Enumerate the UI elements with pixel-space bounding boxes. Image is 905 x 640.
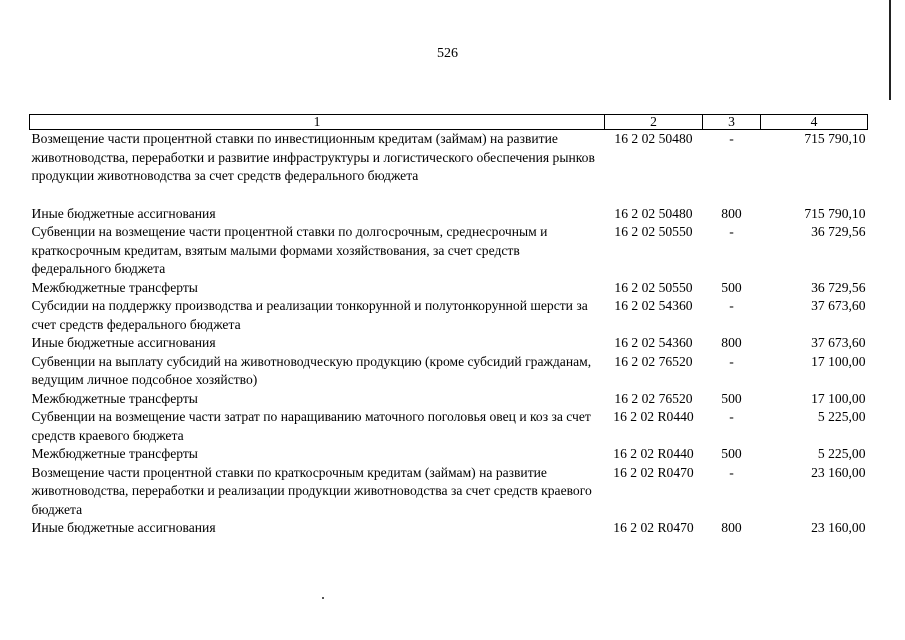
header-col-4: 4 <box>761 115 868 130</box>
row-name: Иные бюджетные ассигнования <box>31 520 216 535</box>
row-name: Иные бюджетные ассигнования <box>31 205 216 221</box>
row-name: Возмещение части процентной ставки по инвестиционным кредитам (займам) на развитие животноводства, переработки и развитие инфраструктуры и логистического обеспечения рынков продукции животноводства за счет средств федерального бюджета <box>31 131 595 183</box>
row-code: 16 2 02 76520 <box>614 353 693 369</box>
row-kind: 500 <box>721 279 742 295</box>
row-amount: 17 100,00 <box>811 390 866 406</box>
row-code: 16 2 02 R0470 <box>613 464 694 480</box>
row-code: 16 2 02 50480 <box>614 131 693 146</box>
row-kind: - <box>729 298 734 313</box>
row-code: 16 2 02 76520 <box>614 390 693 406</box>
row-code: 16 2 02 R0440 <box>613 446 694 461</box>
row-amount: 23 160,00 <box>811 520 866 535</box>
table-row <box>30 279 868 298</box>
row-amount: 37 673,60 <box>811 335 866 350</box>
row-amount: 37 673,60 <box>811 298 866 313</box>
row-amount: 17 100,00 <box>811 353 866 369</box>
row-kind: 500 <box>721 446 742 461</box>
row-amount: 715 790,10 <box>804 205 866 221</box>
row-name: Субвенции на возмещение части процентной ставки по долгосрочным, среднесрочным и краткосрочным кредитам, взятым малыми формами хозяйствования, за счет средств федерального бюджета <box>31 224 548 276</box>
row-kind: - <box>729 409 734 424</box>
table-row <box>30 205 868 224</box>
table-row <box>30 390 868 409</box>
row-code: 16 2 02 54360 <box>614 298 693 313</box>
row-name: Субсидии на поддержку производства и реализации тонкорунной и полутонкорунной шерсти за счет средств федерального бюджета <box>31 298 588 332</box>
table-row <box>30 408 868 445</box>
budget-table <box>29 114 868 538</box>
row-kind: 800 <box>721 335 742 350</box>
row-amount: 23 160,00 <box>811 464 866 480</box>
row-kind: - <box>729 131 734 146</box>
scan-speck <box>322 597 324 599</box>
table-header-row <box>30 115 868 130</box>
row-code: 16 2 02 54360 <box>614 335 693 350</box>
table-row <box>30 464 868 520</box>
row-name: Иные бюджетные ассигнования <box>31 335 216 350</box>
row-name: Межбюджетные трансферты <box>31 279 198 295</box>
header-col-2: 2 <box>605 115 703 130</box>
row-kind: - <box>729 353 734 369</box>
row-code: 16 2 02 50550 <box>614 279 693 295</box>
header-col-3: 3 <box>703 115 761 130</box>
table-row <box>30 223 868 279</box>
table-row <box>30 445 868 464</box>
row-code: 16 2 02 R0470 <box>613 520 694 535</box>
page-number: 526 <box>437 46 458 61</box>
row-kind: - <box>729 224 734 239</box>
table-row <box>30 130 868 186</box>
row-name: Субвенции на выплату субсидий на животноводческую продукцию (кроме субсидий гражданам, ведущим личное подсобное хозяйство) <box>31 353 592 387</box>
row-kind: 800 <box>721 205 742 221</box>
row-code: 16 2 02 50480 <box>614 205 693 221</box>
table-row <box>30 353 868 390</box>
row-code: 16 2 02 R0440 <box>613 409 694 424</box>
table-row <box>30 334 868 353</box>
table-spacer-row <box>30 186 868 205</box>
row-name: Субвенции на возмещение части затрат по наращиванию маточного поголовья овец и коз за счет средств краевого бюджета <box>31 409 591 443</box>
row-amount: 36 729,56 <box>811 224 866 239</box>
row-amount: 5 225,00 <box>817 409 866 424</box>
row-name: Возмещение части процентной ставки по краткосрочным кредитам (займам) на развитие животноводства, переработки и реализации продукции животноводства за счет средств краевого бюджета <box>31 464 592 517</box>
row-amount: 5 225,00 <box>817 446 866 461</box>
header-col-1: 1 <box>30 115 605 130</box>
row-kind: 500 <box>721 390 742 406</box>
table-row <box>30 519 868 538</box>
row-name: Межбюджетные трансферты <box>31 390 198 406</box>
row-name: Межбюджетные трансферты <box>31 446 198 461</box>
row-code: 16 2 02 50550 <box>614 224 693 239</box>
row-amount: 715 790,10 <box>804 131 866 146</box>
row-amount: 36 729,56 <box>811 279 866 295</box>
table-row <box>30 297 868 334</box>
row-kind: 800 <box>721 520 742 535</box>
row-kind: - <box>729 464 734 480</box>
